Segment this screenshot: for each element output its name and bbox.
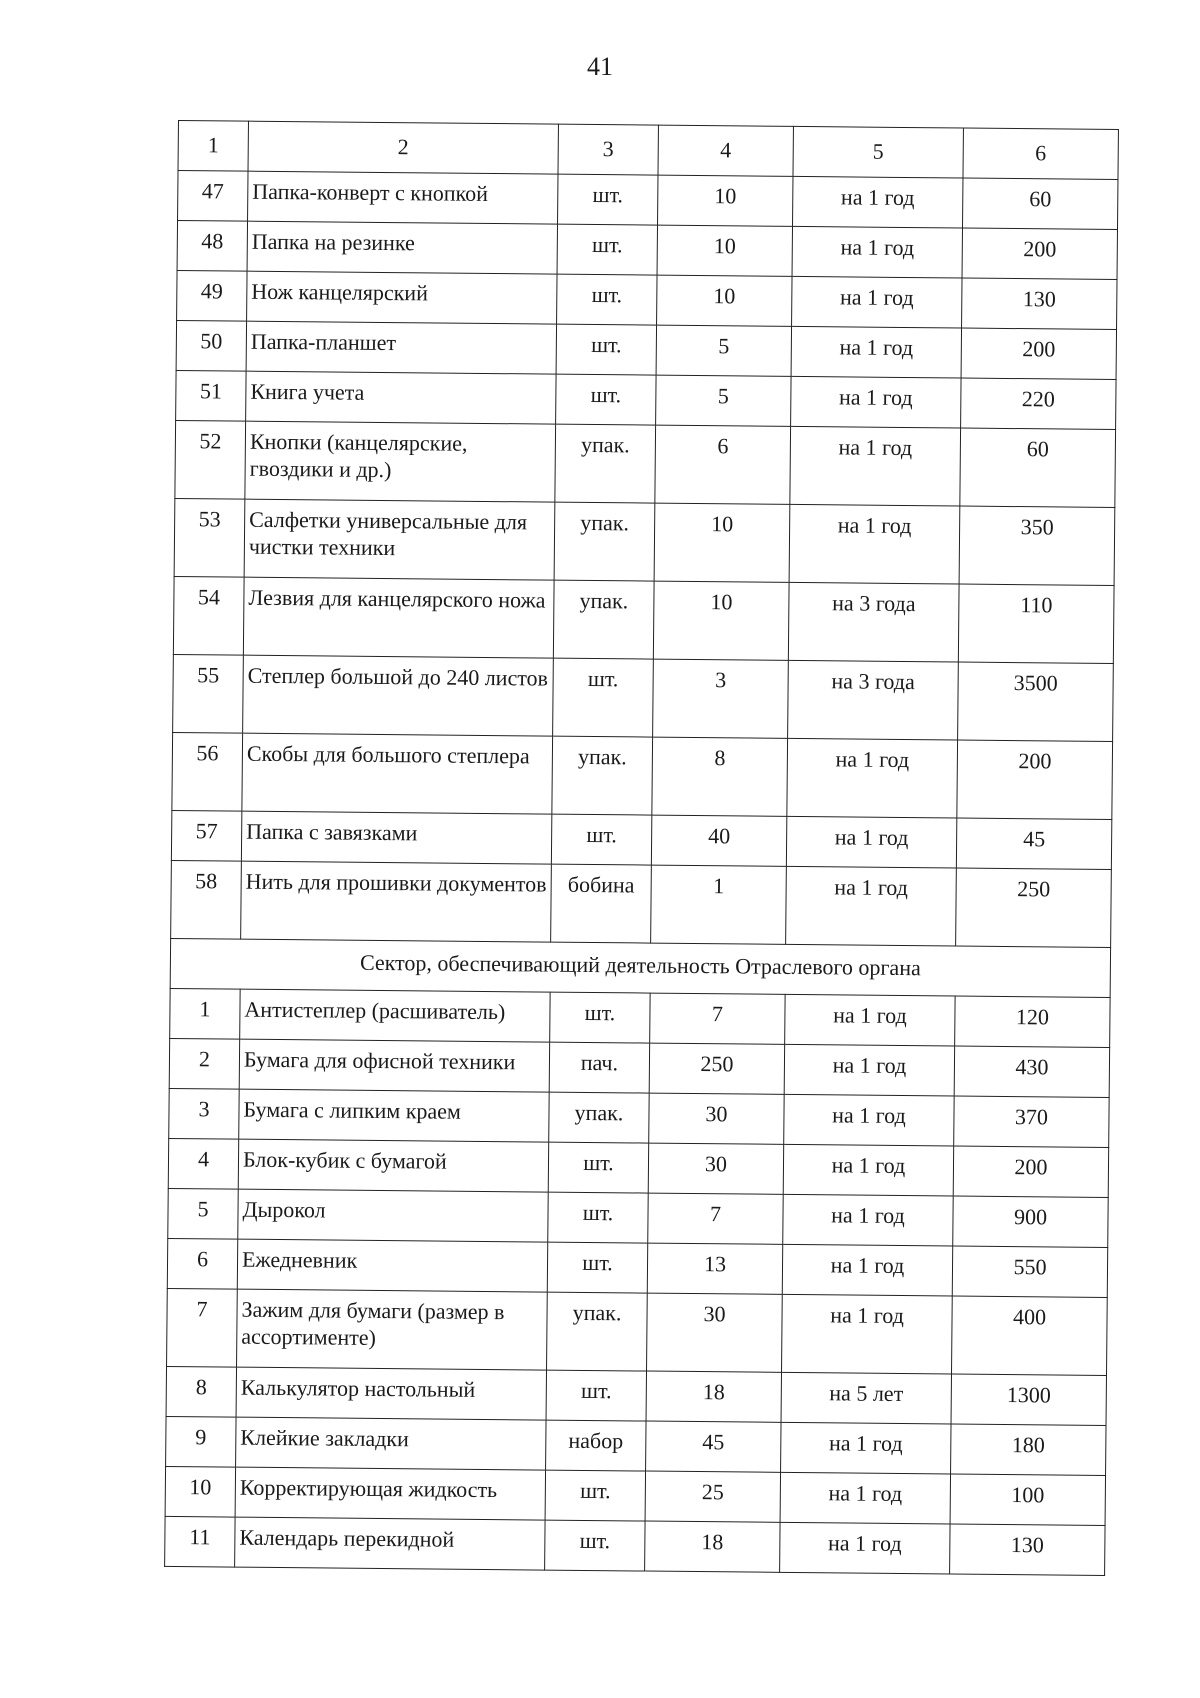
item-name: Папка-планшет xyxy=(246,321,556,374)
row-number: 50 xyxy=(176,320,246,371)
item-price: 180 xyxy=(951,1424,1106,1475)
item-term: на 3 года xyxy=(788,660,959,740)
item-unit: шт. xyxy=(557,274,657,325)
item-name: Бумага с липким краем xyxy=(239,1089,549,1142)
item-term: на 1 год xyxy=(792,226,962,278)
item-unit: упак. xyxy=(554,502,655,581)
row-number: 1 xyxy=(170,988,240,1039)
row-number: 54 xyxy=(173,576,244,655)
item-price: 130 xyxy=(950,1524,1105,1575)
item-name: Степлер большой до 240 листов xyxy=(243,655,554,736)
row-number: 58 xyxy=(171,860,242,939)
item-price: 550 xyxy=(952,1246,1107,1297)
item-unit: шт. xyxy=(547,1242,647,1293)
section-row xyxy=(170,938,1110,997)
table-row xyxy=(178,171,1118,230)
item-quantity: 10 xyxy=(657,275,792,326)
item-unit: упак. xyxy=(547,1292,648,1371)
item-term: на 1 год xyxy=(781,1422,951,1474)
table-row xyxy=(168,1188,1108,1247)
row-number: 52 xyxy=(175,420,246,499)
row-number: 6 xyxy=(167,1238,237,1289)
item-quantity: 1 xyxy=(651,865,787,944)
table-row xyxy=(166,1416,1106,1475)
item-price: 100 xyxy=(950,1474,1105,1525)
item-name: Нож канцелярский xyxy=(247,271,557,324)
page-number: 41 xyxy=(587,52,613,81)
column-header: 2 xyxy=(248,121,558,174)
table-row xyxy=(174,498,1115,585)
table-row xyxy=(171,810,1111,869)
item-quantity: 18 xyxy=(645,1521,780,1572)
item-unit: шт. xyxy=(556,374,656,425)
item-term: на 1 год xyxy=(792,276,962,328)
item-price: 200 xyxy=(961,328,1116,379)
item-quantity: 13 xyxy=(647,1243,782,1294)
table-row xyxy=(173,576,1114,663)
item-price: 60 xyxy=(962,178,1117,229)
item-name: Папка-конверт с кнопкой xyxy=(248,171,558,224)
item-unit: шт. xyxy=(557,224,657,275)
item-term: на 1 год xyxy=(786,816,956,868)
item-term: на 1 год xyxy=(784,1044,954,1096)
item-quantity: 10 xyxy=(653,581,789,660)
item-unit: упак. xyxy=(555,424,656,503)
item-term: на 1 год xyxy=(783,1144,953,1196)
item-name: Нить для прошивки документов xyxy=(241,861,552,942)
item-quantity: 3 xyxy=(653,659,789,738)
table-row xyxy=(168,1138,1108,1197)
table-row xyxy=(177,270,1117,329)
item-name: Корректирующая жидкость xyxy=(235,1467,545,1520)
item-price: 120 xyxy=(955,996,1110,1047)
row-number: 48 xyxy=(177,221,247,272)
header-row xyxy=(178,121,1118,180)
item-term: на 1 год xyxy=(787,738,958,818)
row-number: 3 xyxy=(169,1088,239,1139)
item-quantity: 30 xyxy=(647,1293,783,1372)
table-row xyxy=(165,1516,1105,1575)
item-unit: шт. xyxy=(553,658,654,737)
table-row xyxy=(169,1088,1109,1147)
item-price: 60 xyxy=(960,428,1116,507)
item-quantity: 25 xyxy=(645,1471,780,1522)
row-number: 5 xyxy=(168,1188,238,1239)
item-term: на 1 год xyxy=(780,1472,950,1524)
table-row xyxy=(170,988,1110,1047)
item-quantity: 6 xyxy=(655,425,791,504)
item-price: 400 xyxy=(951,1296,1107,1375)
item-unit: набор xyxy=(546,1420,646,1471)
item-price: 110 xyxy=(958,584,1114,663)
item-unit: шт. xyxy=(545,1520,645,1571)
row-number: 53 xyxy=(174,498,245,577)
item-term: на 1 год xyxy=(782,1294,953,1374)
column-header: 6 xyxy=(963,128,1118,179)
row-number: 51 xyxy=(176,370,246,421)
item-quantity: 7 xyxy=(648,1193,783,1244)
section-title: Сектор, обеспечивающий деятельность Отраслевого органа xyxy=(170,938,1110,997)
row-number: 47 xyxy=(178,171,248,222)
item-name: Бумага для офисной техники xyxy=(239,1039,549,1092)
item-name: Календарь перекидной xyxy=(235,1517,545,1570)
item-term: на 1 год xyxy=(790,426,961,506)
row-number: 57 xyxy=(171,810,241,861)
item-name: Антистеплер (расшиватель) xyxy=(240,989,550,1042)
row-number: 10 xyxy=(165,1466,235,1517)
row-number: 8 xyxy=(166,1366,236,1417)
item-unit: шт. xyxy=(545,1470,645,1521)
item-price: 200 xyxy=(953,1146,1108,1197)
item-quantity: 30 xyxy=(649,1093,784,1144)
item-quantity: 8 xyxy=(652,737,788,816)
item-name: Дырокол xyxy=(238,1189,548,1242)
item-quantity: 45 xyxy=(646,1421,781,1472)
row-number: 11 xyxy=(165,1516,235,1567)
table-row xyxy=(175,420,1116,507)
table-row xyxy=(176,320,1116,379)
row-number: 2 xyxy=(169,1038,239,1089)
item-price: 130 xyxy=(962,278,1117,329)
item-term: на 1 год xyxy=(786,866,957,946)
item-term: на 3 года xyxy=(788,582,959,662)
item-unit: упак. xyxy=(553,580,654,659)
item-unit: шт. xyxy=(551,814,651,865)
item-term: на 1 год xyxy=(783,1194,953,1246)
item-quantity: 30 xyxy=(648,1143,783,1194)
item-unit: шт. xyxy=(548,1142,648,1193)
item-name: Калькулятор настольный xyxy=(236,1367,546,1420)
item-name: Ежедневник xyxy=(237,1239,547,1292)
item-unit: шт. xyxy=(548,1192,648,1243)
row-number: 55 xyxy=(173,654,244,733)
item-price: 370 xyxy=(954,1096,1109,1147)
item-unit: пач. xyxy=(549,1042,649,1093)
item-unit: шт. xyxy=(546,1370,646,1421)
item-price: 1300 xyxy=(951,1374,1106,1425)
item-price: 350 xyxy=(959,506,1115,585)
row-number: 49 xyxy=(177,270,247,321)
item-name: Клейкие закладки xyxy=(236,1417,546,1470)
item-quantity: 250 xyxy=(649,1043,784,1094)
table-row xyxy=(173,654,1114,741)
item-name: Скобы для большого степлера xyxy=(242,733,553,814)
row-number: 56 xyxy=(172,732,243,811)
item-name: Салфетки универсальные для чистки техники xyxy=(244,499,555,580)
item-price: 220 xyxy=(961,378,1116,429)
item-price: 430 xyxy=(954,1046,1109,1097)
table-row xyxy=(177,221,1117,280)
item-quantity: 10 xyxy=(658,175,793,226)
table-row xyxy=(176,370,1116,429)
item-quantity: 18 xyxy=(646,1371,781,1422)
table-row xyxy=(165,1466,1105,1525)
item-price: 3500 xyxy=(958,662,1114,741)
column-header: 1 xyxy=(178,121,248,172)
item-term: на 1 год xyxy=(791,376,961,428)
item-quantity: 10 xyxy=(654,503,790,582)
item-quantity: 5 xyxy=(656,325,791,376)
item-term: на 1 год xyxy=(780,1522,950,1574)
row-number: 4 xyxy=(168,1138,238,1189)
item-price: 250 xyxy=(956,868,1112,947)
column-header: 4 xyxy=(658,125,793,176)
item-name: Папка на резинке xyxy=(247,221,557,274)
item-name: Папка с завязками xyxy=(241,811,551,864)
row-number: 7 xyxy=(167,1288,238,1367)
item-term: на 1 год xyxy=(782,1244,952,1296)
item-price: 200 xyxy=(957,740,1113,819)
table-row xyxy=(167,1238,1107,1297)
inventory-table xyxy=(164,120,1119,1576)
item-quantity: 40 xyxy=(651,815,786,866)
item-unit: упак. xyxy=(552,736,653,815)
table-row xyxy=(167,1288,1108,1375)
item-term: на 1 год xyxy=(791,326,961,378)
item-term: на 1 год xyxy=(789,504,960,584)
table-row xyxy=(172,732,1113,819)
item-term: на 5 лет xyxy=(781,1372,951,1424)
item-price: 900 xyxy=(953,1196,1108,1247)
table-row xyxy=(169,1038,1109,1097)
item-price: 45 xyxy=(956,818,1111,869)
item-name: Лезвия для канцелярского ножа xyxy=(243,577,554,658)
item-term: на 1 год xyxy=(784,1094,954,1146)
table-body xyxy=(165,121,1119,1576)
column-header: 5 xyxy=(793,126,963,178)
item-quantity: 5 xyxy=(656,375,791,426)
item-quantity: 10 xyxy=(657,225,792,276)
item-unit: бобина xyxy=(551,864,652,943)
item-unit: шт. xyxy=(550,992,650,1043)
item-term: на 1 год xyxy=(793,176,963,228)
item-unit: шт. xyxy=(558,174,658,225)
table-row xyxy=(171,860,1112,947)
item-unit: шт. xyxy=(556,324,656,375)
row-number: 9 xyxy=(166,1416,236,1467)
table-row xyxy=(166,1366,1106,1425)
item-name: Блок-кубик с бумагой xyxy=(238,1139,548,1192)
item-term: на 1 год xyxy=(785,994,955,1046)
column-header: 3 xyxy=(558,124,658,175)
item-name: Зажим для бумаги (размер в ассортименте) xyxy=(237,1289,548,1370)
item-price: 200 xyxy=(962,228,1117,279)
item-name: Кнопки (канцелярские, гвоздики и др.) xyxy=(245,421,556,502)
item-unit: упак. xyxy=(549,1092,649,1143)
item-quantity: 7 xyxy=(650,993,785,1044)
item-name: Книга учета xyxy=(246,371,556,424)
